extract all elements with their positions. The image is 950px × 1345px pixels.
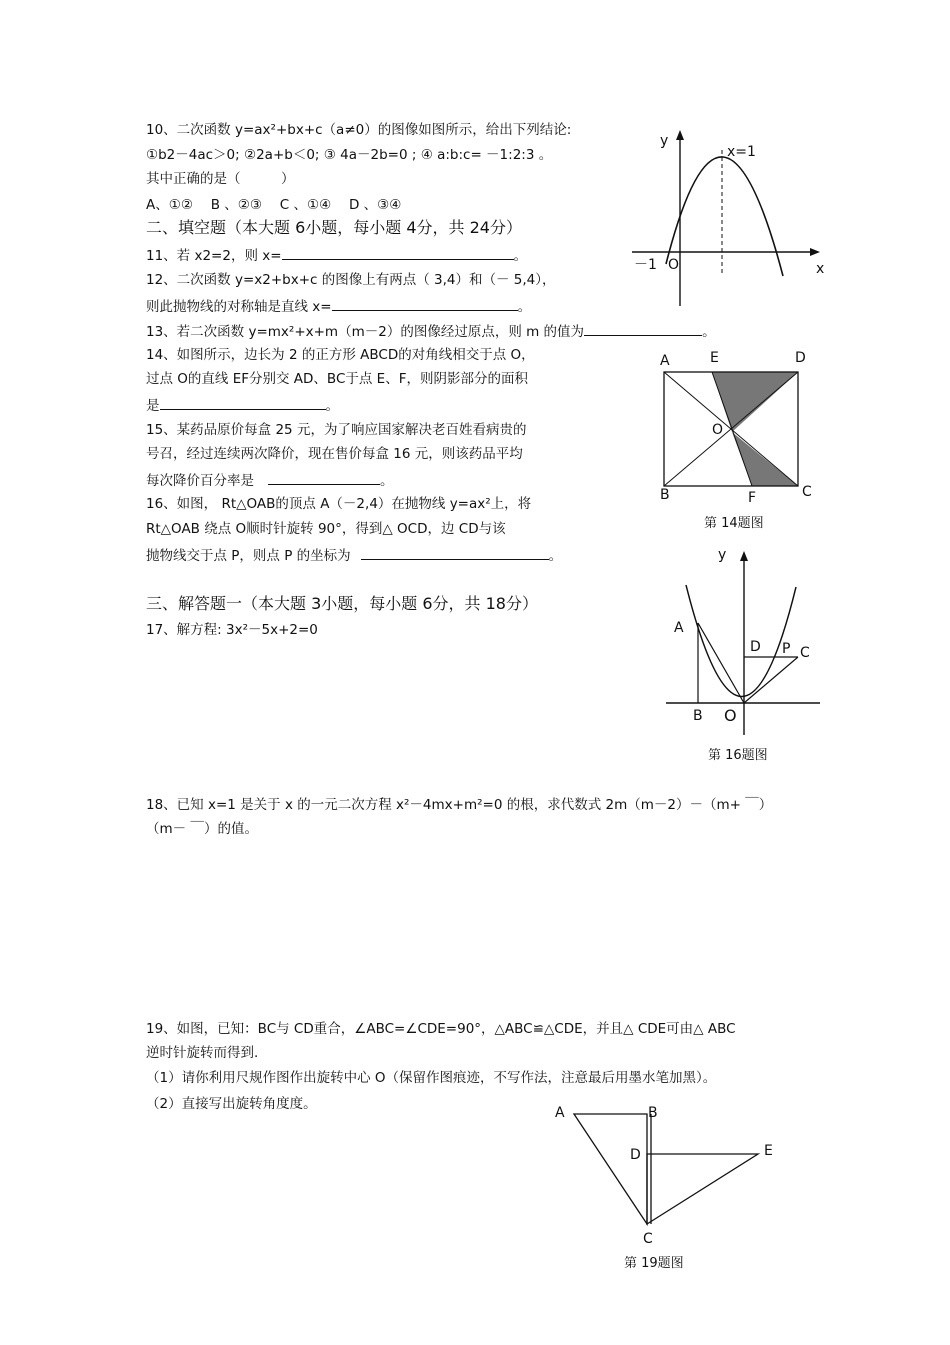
q13-blank[interactable] bbox=[584, 321, 702, 336]
q17: 17、解方程: 3x²－5x+2=0 bbox=[146, 622, 318, 638]
neg-one-label: －1 bbox=[634, 257, 657, 273]
origin-label: O bbox=[668, 257, 680, 273]
q19-line4: （2）直接写出旋转角度度。 bbox=[146, 1096, 317, 1112]
y-axis-arrow bbox=[740, 551, 748, 561]
label-c: C bbox=[800, 645, 810, 661]
section3-heading: 三、解答题一（本大题 3小题，每小题 6分，共 18分） bbox=[146, 594, 538, 613]
q12-blank[interactable] bbox=[332, 296, 518, 311]
q15-line1: 15、某药品原价每盒 25 元，为了响应国家解决老百姓看病贵的 bbox=[146, 422, 527, 438]
q19-caption: 第 19题图 bbox=[624, 1256, 684, 1271]
q18-line1: 18、已知 x=1 是关于 x 的一元二次方程 x²－4mx+m²=0 的根，求代数式 2m（m－2）－（m+ ￣） bbox=[146, 797, 773, 813]
triangle-abc bbox=[574, 1114, 647, 1224]
axis-line-label: x=1 bbox=[727, 144, 756, 160]
q19-line2: 逆时针旋转而得到. bbox=[146, 1045, 259, 1061]
label-o: O bbox=[712, 422, 724, 438]
parabola bbox=[686, 585, 796, 697]
q15-blank[interactable] bbox=[268, 470, 380, 485]
label-o: O bbox=[724, 706, 737, 725]
label-f: F bbox=[748, 490, 757, 506]
q14-text: 是 bbox=[146, 398, 160, 414]
label-d: D bbox=[795, 350, 806, 366]
label-d: D bbox=[630, 1147, 641, 1163]
q15-end: 。 bbox=[380, 473, 394, 489]
q16-caption: 第 16题图 bbox=[708, 748, 768, 763]
q15-line3 bbox=[146, 470, 394, 490]
q13-end: 。 bbox=[702, 324, 716, 340]
label-b: B bbox=[693, 708, 703, 724]
q16-line3 bbox=[146, 545, 562, 565]
q16-blank[interactable] bbox=[361, 545, 549, 560]
q10-line3: 其中正确的是（ ） bbox=[146, 171, 295, 187]
q18-line2: （m－ ￣）的值。 bbox=[146, 821, 258, 837]
label-e: E bbox=[764, 1143, 773, 1159]
y-label: y bbox=[660, 133, 669, 149]
label-y: y bbox=[718, 547, 727, 563]
q12-line1: 12、二次函数 y=x2+bx+c 的图像上有两点（ 3,4）和（－ 5,4）， bbox=[146, 272, 556, 288]
q15-text: 每次降价百分率是 bbox=[146, 473, 254, 489]
segment-oa bbox=[698, 623, 744, 703]
q16-line1: 16、如图， Rt△OAB的顶点 A（－2,4）在抛物线 y=ax²上，将 bbox=[146, 496, 532, 512]
label-d: D bbox=[750, 639, 761, 655]
q16-text: 抛物线交于点 P，则点 P 的坐标为 bbox=[146, 548, 351, 564]
shaded-triangle-top bbox=[712, 372, 798, 432]
q16-line2: Rt△OAB 绕点 O顺时针旋转 90°，得到△ OCD，边 CD与该 bbox=[146, 521, 506, 537]
label-c: C bbox=[802, 484, 812, 500]
q14-end: 。 bbox=[325, 398, 339, 414]
label-a: A bbox=[555, 1105, 565, 1121]
q14-line2: 过点 O的直线 EF分别交 AD、BC于点 E、F，则阴影部分的面积 bbox=[146, 371, 528, 387]
label-e: E bbox=[710, 350, 719, 366]
parabola bbox=[666, 157, 783, 276]
q12-end: 。 bbox=[517, 299, 532, 315]
q11-end: 。 bbox=[513, 248, 528, 264]
label-b: B bbox=[660, 487, 670, 503]
q14-caption: 第 14题图 bbox=[704, 516, 764, 531]
y-axis-arrow bbox=[676, 130, 684, 140]
section2-heading: 二、填空题（本大题 6小题，每小题 4分，共 24分） bbox=[146, 218, 522, 237]
q11-blank[interactable] bbox=[282, 245, 514, 260]
q13-text: 13、若二次函数 y=mx²+x+m（m－2）的图像经过原点，则 m 的值为 bbox=[146, 324, 585, 340]
q19-line1: 19、如图，已知：BC与 CD重合，∠ABC=∠CDE=90°，△ABC≌△CDE，并且△ CDE可由△ ABC bbox=[146, 1021, 736, 1037]
label-c: C bbox=[643, 1231, 653, 1247]
label-p: P bbox=[782, 641, 791, 657]
label-a: A bbox=[674, 620, 684, 636]
q15-line2: 号召，经过连续两次降价，现在售价每盒 16 元，则该药品平均 bbox=[146, 446, 523, 462]
q10-line1: 10、二次函数 y=ax²+bx+c（a≠0）的图像如图所示，给出下列结论: bbox=[146, 122, 572, 138]
q10-parabola-graph bbox=[630, 128, 830, 308]
x-label: x bbox=[816, 261, 825, 277]
x-axis-arrow bbox=[810, 248, 820, 256]
label-b: B bbox=[648, 1105, 658, 1121]
q14-line3 bbox=[146, 395, 339, 415]
q16-rotation-figure bbox=[660, 545, 830, 745]
q16-end: 。 bbox=[548, 548, 563, 564]
q11 bbox=[146, 245, 527, 265]
triangle-cde bbox=[647, 1154, 758, 1224]
q12-line2 bbox=[146, 296, 531, 316]
q10-options: A、①② B 、②③ C 、①④ D 、③④ bbox=[146, 197, 402, 213]
q14-blank[interactable] bbox=[160, 395, 326, 410]
q12-text: 则此抛物线的对称轴是直线 x= bbox=[146, 299, 332, 315]
q14-square-figure bbox=[652, 346, 832, 526]
q13 bbox=[146, 321, 716, 341]
q10-line2: ①b2－4ac＞0; ②2a+b＜0; ③ 4a－2b=0 ; ④ a:b:c= －1:2:3 。 bbox=[146, 147, 553, 163]
label-a: A bbox=[660, 353, 670, 369]
q19-triangles-figure bbox=[550, 1100, 790, 1260]
q19-line3: （1）请你利用尺规作图作出旋转中心 O（保留作图痕迹，不写作法，注意最后用墨水笔加黑）。 bbox=[146, 1070, 717, 1086]
q11-text: 11、若 x2=2，则 x= bbox=[146, 248, 282, 264]
q14-line1: 14、如图所示，边长为 2 的正方形 ABCD的对角线相交于点 O， bbox=[146, 347, 535, 363]
